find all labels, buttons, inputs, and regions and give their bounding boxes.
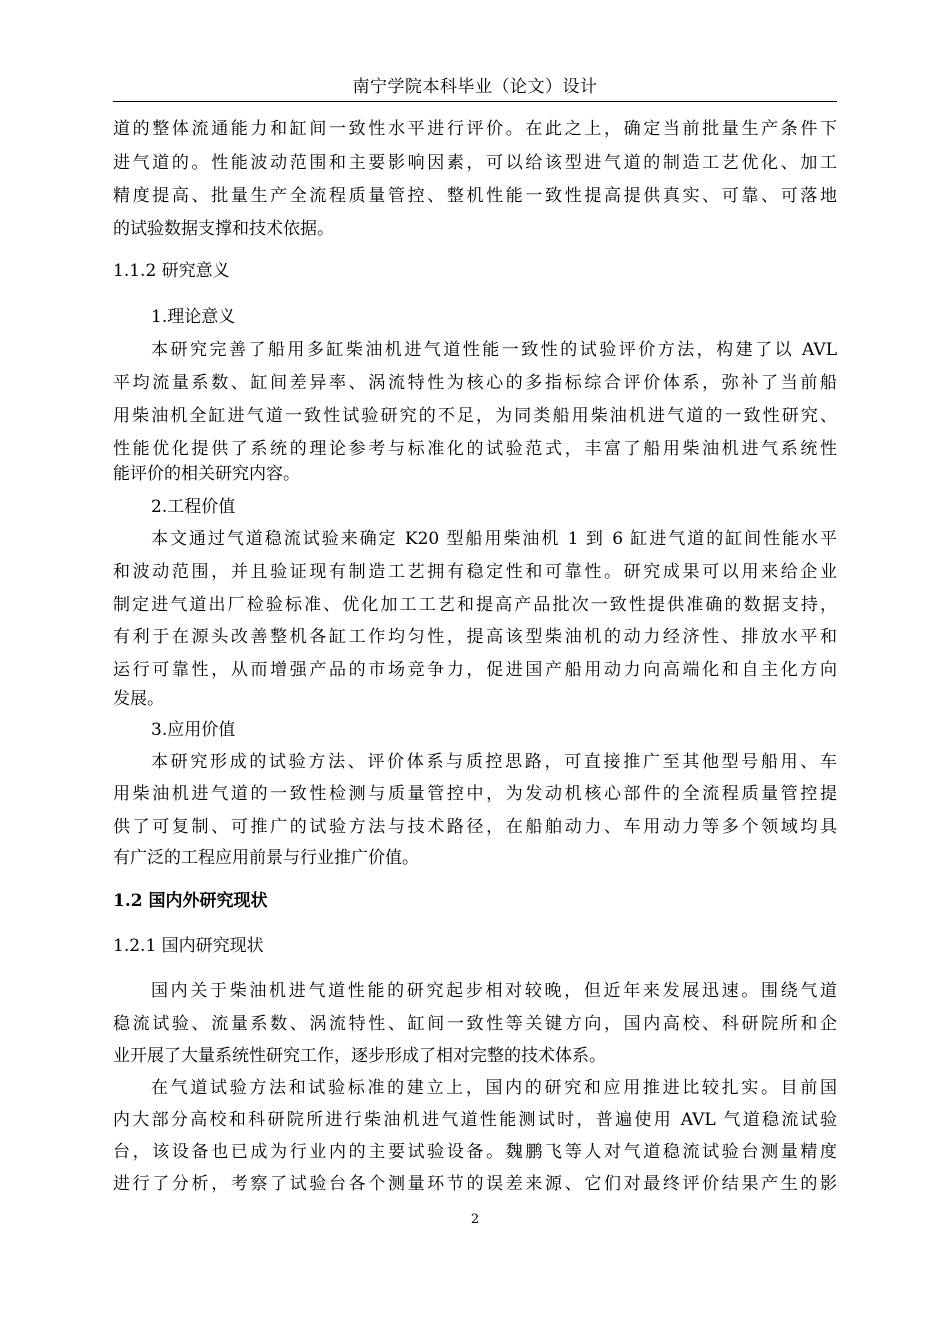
text-line: 平均流量系数、缸间差异率、涡流特性为核心的多指标综合评价体系，弥补了当前船 — [113, 373, 837, 393]
text-line: 台，该设备也已成为行业内的主要试验设备。魏鹏飞等人对气道稳流试验台测量精度 — [113, 1142, 837, 1162]
subsection-label: 1.理论意义 — [151, 307, 236, 327]
text-line: 在气道试验方法和试验标准的建立上，国内的研究和应用推进比较扎实。目前国 — [151, 1078, 837, 1098]
text-line: 能评价的相关研究内容。 — [113, 464, 300, 484]
subsection-label: 3.应用价值 — [151, 720, 236, 740]
section-heading: 1.2.1 国内研究现状 — [113, 936, 264, 956]
chapter-heading: 1.2 国内外研究现状 — [113, 891, 268, 911]
text-line: 国内关于柴油机进气道性能的研究起步相对较晚，但近年来发展迅速。围绕气道 — [151, 981, 837, 1001]
text-line: 有利于在源头改善整机各缸工作均匀性，提高该型柴油机的动力经济性、排放水平和 — [113, 627, 837, 647]
subsection-label: 2.工程价值 — [151, 497, 236, 517]
page-header-title: 南宁学院本科毕业（论文）设计 — [352, 77, 598, 97]
text-line: 和波动范围，并且验证现有制造工艺拥有稳定性和可靠性。研究成果可以用来给企业 — [113, 562, 837, 582]
text-line: 制定进气道出厂检验标准、优化加工工艺和提高产品批次一致性提供准确的数据支持， — [113, 595, 837, 615]
text-line: 内大部分高校和科研院所进行柴油机进气道性能测试时，普遍使用 AVL 气道稳流试验 — [113, 1110, 837, 1130]
text-line: 本文通过气道稳流试验来确定 K20 型船用柴油机 1 到 6 缸进气道的缸间性能水平 — [151, 529, 837, 549]
text-line: 精度提高、批量生产全流程质量管控、整机性能一致性提高提供真实、可靠、可落地 — [113, 186, 837, 206]
text-line: 进气道的。性能波动范围和主要影响因素，可以给该型进气道的制造工艺优化、加工 — [113, 153, 837, 173]
text-line: 性能优化提供了系统的理论参考与标准化的试验范式，丰富了船用柴油机进气系统性 — [113, 439, 837, 459]
text-line: 的试验数据支撑和技术依据。 — [113, 219, 334, 239]
text-line: 业开展了大量系统性研究工作，逐步形成了相对完整的技术体系。 — [113, 1046, 606, 1066]
text-line: 稳流试验、流量系数、涡流特性、缸间一致性等关键方向，国内高校、科研院所和企 — [113, 1014, 837, 1034]
text-line: 道的整体流通能力和缸间一致性水平进行评价。在此之上，确定当前批量生产条件下 — [113, 119, 837, 139]
text-line: 进行了分析，考察了试验台各个测量环节的误差来源、它们对最终评价结果产生的影 — [113, 1174, 837, 1194]
text-line: 本研究形成的试验方法、评价体系与质控思路，可直接推广至其他型号船用、车 — [151, 752, 837, 772]
text-line: 用柴油机进气道的一致性检测与质量管控中，为发动机核心部件的全流程质量管控提 — [113, 784, 837, 804]
text-line: 本研究完善了船用多缸柴油机进气道性能一致性的试验评价方法，构建了以 AVL — [151, 340, 837, 360]
text-line: 发展。 — [113, 689, 164, 709]
text-line: 有广泛的工程应用前景与行业推广价值。 — [113, 848, 419, 868]
text-line: 运行可靠性，从而增强产品的市场竞争力，促进国产船用动力向高端化和自主化方向 — [113, 660, 837, 680]
page-number: 2 — [470, 1212, 480, 1227]
section-heading: 1.1.2 研究意义 — [113, 261, 230, 281]
text-line: 用柴油机全缸进气道一致性试验研究的不足，为同类船用柴油机进气道的一致性研究、 — [113, 406, 837, 426]
header-divider — [113, 101, 837, 102]
text-line: 供了可复制、可推广的试验方法与技术路径，在船舶动力、车用动力等多个领域均具 — [113, 817, 837, 837]
